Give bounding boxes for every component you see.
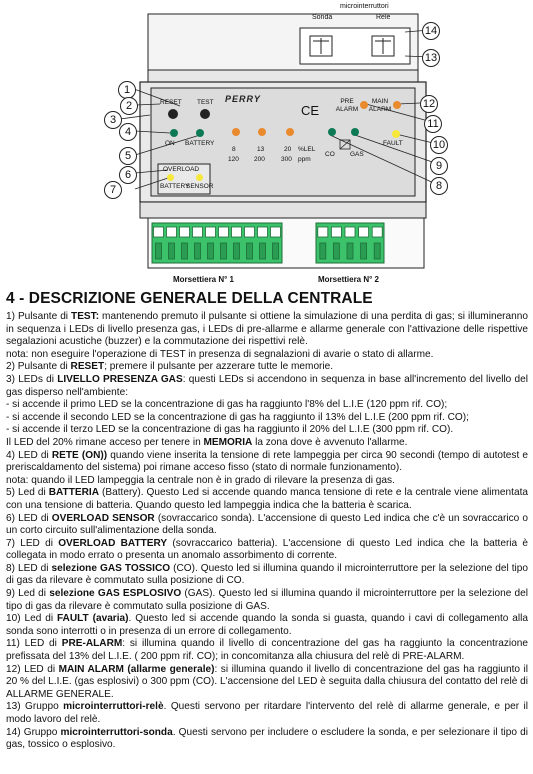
test-button[interactable] [200, 109, 210, 119]
terminal-screw [206, 227, 216, 237]
callout-6: 6 [119, 166, 137, 184]
callout-11: 11 [424, 115, 442, 133]
paragraph-keyword: LIVELLO PRESENZA GAS [57, 373, 183, 385]
callout-10: 10 [430, 136, 448, 154]
paragraph-lead: 3) LEDs di [6, 373, 58, 385]
paragraph-lead: 1) Pulsante di [6, 311, 72, 322]
paragraph [6, 613, 528, 638]
gas-level-led-13 [258, 128, 266, 136]
paragraph [6, 664, 528, 702]
paragraph [6, 349, 528, 362]
paragraph-keyword: microinterruttori-sonda [60, 726, 173, 738]
paragraph-lead: 9) Led di [6, 588, 50, 600]
pre-alarm-label: PRE ALARM [335, 98, 359, 113]
callout-4: 4 [119, 123, 137, 141]
overload-battery-label: BATTERY [160, 183, 190, 190]
scale-8: 8 [232, 146, 236, 153]
terminal-screw [345, 227, 355, 237]
paragraph-text: : si illumina quando il livello di concentrazione del gas ha raggiunto il 20 % del L.I.E. (gas esplosivi) o 300 ppm (CO). L'accensione del LED è seguita dalla chiusura del contatto del relè di ALLARME GENERALE. [6, 663, 528, 700]
paragraph-list [6, 311, 528, 752]
terminal-slot [182, 243, 188, 259]
paragraph-keyword: microinterruttori-relè [63, 701, 164, 713]
main-alarm-led [393, 101, 401, 109]
paragraph-keyword: MAIN ALARM (allarme generale) [58, 663, 215, 675]
section-heading: 4 - DESCRIZIONE GENERALE DELLA CENTRALE [6, 290, 373, 307]
battery-led [196, 129, 204, 137]
device-drawing [0, 0, 533, 285]
paragraph-text: (Battery). Questo Led si accende quando manca tensione di rete e la centrale viene alimentata con una tensione di batteria. Quando questo led lampeggia indica che la batteria è scarica. [6, 487, 528, 511]
callout-7: 7 [104, 181, 122, 199]
terminal-screw [180, 227, 190, 237]
terminal-slot [347, 243, 353, 259]
terminal-slot [333, 243, 339, 259]
paragraph [6, 374, 528, 399]
paragraph [6, 450, 528, 475]
paragraph-keyword: OVERLOAD SENSOR [51, 512, 155, 524]
device-diagram [0, 0, 533, 285]
paragraph-keyword: TEST: [71, 311, 100, 322]
scale-13: 13 [257, 146, 265, 153]
paragraph-text: ; premere il pulsante per azzerare tutte le memorie. [104, 361, 334, 373]
paragraph-text: quando viene inserita la tensione di rete lampeggia per circa 90 secondi (tempo di autotest e preriscaldamento del sistema) poi rimane acceso fisso (stato di normale funzionamento). [6, 449, 529, 474]
terminal-screw [154, 227, 164, 237]
terminal-slot [320, 243, 326, 259]
rele-label: Relè [376, 14, 391, 21]
terminal-slot [273, 243, 279, 259]
paragraph-lead: 12) LED di [6, 663, 59, 675]
paragraph-lead: Il LED del 20% rimane acceso per tenere in [6, 436, 204, 448]
terminal-slot [221, 243, 227, 259]
terminal-1-label: Morsettiera N° 1 [173, 275, 234, 284]
main-alarm-label: MAIN ALARM [368, 98, 392, 113]
paragraph [6, 361, 528, 374]
test-label: TEST [197, 99, 214, 106]
paragraph [6, 487, 528, 512]
paragraph-text: . Questi servono per includere o escludere la sonda, e per selezionare il tipo di gas, tossico o esplosivo. [6, 726, 528, 751]
terminal-screw [193, 227, 203, 237]
callout-3: 3 [104, 111, 122, 129]
terminal-slot [374, 243, 380, 259]
callout-2: 2 [120, 97, 138, 115]
paragraph-lead: 5) Led di [6, 487, 49, 499]
terminal-slot [234, 243, 240, 259]
paragraph-text: nota: non eseguire l'operazione di TEST in presenza di segnalazioni di avarie o stato di allarme. [6, 348, 434, 360]
paragraph-keyword: BATTERIA [48, 487, 99, 499]
paragraph [6, 311, 528, 349]
paragraph-text: - si accende il secondo LED se la concentrazione di gas ha raggiunto il 13% del L.I.E (200 ppm rif. CO); [6, 411, 469, 423]
microinterruttori-label: microinterruttori [340, 3, 389, 10]
callout-5: 5 [119, 147, 137, 165]
paragraph-keyword: selezione GAS TOSSICO [51, 562, 171, 574]
paragraph-text: (CO). Questo led si illumina quando il microinterruttore per la selezione del tipo di gas da rilevare è commutato sulla posizione di CO. [6, 562, 528, 587]
paragraph-keyword: MEMORIA [203, 436, 253, 448]
paragraph-text: - si accende il primo LED se la concentrazione di gas ha raggiunto l'8% del L.I.E (120 ppm rif. CO); [6, 399, 448, 411]
paragraph-text: : questi LEDs si accendono in sequenza in base all'incremento del livello del gas disperso nell'ambiente: [6, 373, 528, 398]
co-label: CO [325, 151, 335, 158]
paragraph [6, 727, 528, 752]
terminal-screw [271, 227, 281, 237]
paragraph [6, 638, 528, 663]
paragraph-text: . Questi servono per ritardare l'intervento del relè di allarme generale, e per il modo lavoro del relè. [6, 701, 528, 725]
svg-text:CE: CE [301, 103, 320, 118]
scale-200: 200 [254, 156, 265, 163]
paragraph-lead: 7) LED di [6, 537, 59, 549]
gas-led [351, 128, 359, 136]
paragraph-text: (sovraccarico sonda). L'accensione di questo Led indica che c'è un sovraccarico o un corto circuito sull'alimentazione della sonda. [6, 512, 528, 537]
gas-label: GAS [350, 151, 364, 158]
paragraph-lead: 4) LED di [6, 449, 52, 461]
paragraph-keyword: selezione GAS ESPLOSIVO [49, 588, 182, 600]
reset-button[interactable] [168, 109, 178, 119]
callout-8: 8 [430, 177, 448, 195]
paragraph-lead: 11) LED di [6, 638, 62, 650]
paragraph [6, 538, 528, 563]
callout-9: 9 [430, 157, 448, 175]
terminal-slot [195, 243, 201, 259]
terminal-screw [232, 227, 242, 237]
terminal-slot [208, 243, 214, 259]
sonda-label: Sonda [312, 14, 333, 21]
description-section [6, 290, 528, 752]
terminal-screw [258, 227, 268, 237]
gas-level-led-20 [286, 128, 294, 136]
terminal-slot [169, 243, 175, 259]
paragraph [6, 475, 528, 488]
overload-battery-led [167, 174, 174, 181]
overload-sensor-label: SENSOR [186, 183, 214, 190]
terminal-screw [331, 227, 341, 237]
paragraph-lead: 13) Gruppo [6, 701, 64, 713]
paragraph-lead: 6) LED di [6, 512, 52, 524]
paragraph [6, 399, 528, 412]
co-led [328, 128, 336, 136]
callout-13: 13 [422, 49, 440, 67]
paragraph-lead: 14) Gruppo [6, 726, 61, 738]
terminal-slot [260, 243, 266, 259]
scale-300: 300 [281, 156, 292, 163]
terminal-screw [318, 227, 328, 237]
fault-led [392, 130, 400, 138]
paragraph-text: (sovraccarico batteria). L'accensione di questo Led indica che la batteria è collegata in modo errato o presenta un anomalo assorbimento di corrente. [6, 537, 529, 562]
terminal-screw [372, 227, 382, 237]
scale-20: 20 [284, 146, 292, 153]
callout-14: 14 [422, 22, 440, 40]
paragraph-keyword: RETE (ON)) [51, 449, 108, 461]
callout-12: 12 [420, 95, 438, 113]
battery-label: BATTERY [185, 140, 215, 147]
paragraph-text: la zona dove è avvenuto l'allarme. [252, 436, 408, 448]
paragraph [6, 412, 528, 425]
paragraph-lead: 10) Led di [6, 613, 57, 625]
paragraph-text: nota: quando il LED lampeggia la centrale non è in grado di rilevare la presenza di gas. [6, 474, 395, 486]
paragraph-lead: 2) Pulsante di [6, 361, 71, 373]
paragraph-lead: 8) LED di [6, 562, 52, 574]
paragraph-text: mantenendo premuto il pulsante si ottiene la simulazione di una perdita di gas; si illumineranno in sequenza i LEDs di livello presenza gas, i LEDs di pre-allarme e allarme generale con l'attivazione delle rispettive segalazioni acustiche (buzzer) e la commutazione dei rispettivi relè. [6, 311, 528, 348]
scale-ppm: ppm [298, 156, 311, 163]
paragraph-text: : si illumina quando il livello di concentrazione del gas ha raggiunto la concentrazione prefissata del 13% del L.I.E. ( 200 ppm rif. CO); in concomitanza alla chiusura del relè di PRE-ALARM. [6, 638, 528, 663]
paragraph [6, 437, 528, 450]
overload-label: OVERLOAD [163, 166, 200, 173]
paragraph [6, 563, 528, 588]
reset-label: RESET [160, 99, 182, 106]
paragraph-keyword: RESET [70, 361, 105, 373]
paragraph [6, 701, 528, 726]
svg-text:PERRY: PERRY [225, 94, 261, 104]
terminal-screw [359, 227, 369, 237]
paragraph [6, 424, 528, 437]
scale-lel: %LEL [298, 146, 316, 153]
terminal-slot [247, 243, 253, 259]
callout-1: 1 [118, 81, 136, 99]
fault-label: FAULT [383, 140, 403, 147]
paragraph-keyword: PRE-ALARM [61, 638, 123, 650]
overload-sensor-led [196, 174, 203, 181]
paragraph-keyword: FAULT (avaria) [56, 613, 129, 625]
terminal-2-label: Morsettiera N° 2 [318, 275, 379, 284]
terminal-slot [361, 243, 367, 259]
terminal-slot [156, 243, 162, 259]
paragraph-keyword: OVERLOAD BATTERY [58, 537, 168, 549]
paragraph [6, 513, 528, 538]
paragraph-text: - si accende il terzo LED se la concentrazione di gas ha raggiunto il 20% del L.I.E (300 ppm rif. CO). [6, 424, 454, 436]
terminal-screw [245, 227, 255, 237]
gas-level-led-8 [232, 128, 240, 136]
on-label: ON [165, 140, 175, 147]
on-led [170, 129, 178, 137]
paragraph [6, 588, 528, 613]
paragraph-text: (GAS). Questo led si illumina quando il microinterruttore per la selezione del tipo di gas da rilevare è commutato sulla posizione di GAS. [6, 588, 528, 612]
terminal-screw [167, 227, 177, 237]
scale-120: 120 [228, 156, 239, 163]
terminal-screw [219, 227, 229, 237]
paragraph-text: . Questo led si accende quando la sonda si guasta, quando i cavi di collegamento alla sonda sono interrotti o in presenza di un errore di collegamento. [6, 613, 529, 637]
